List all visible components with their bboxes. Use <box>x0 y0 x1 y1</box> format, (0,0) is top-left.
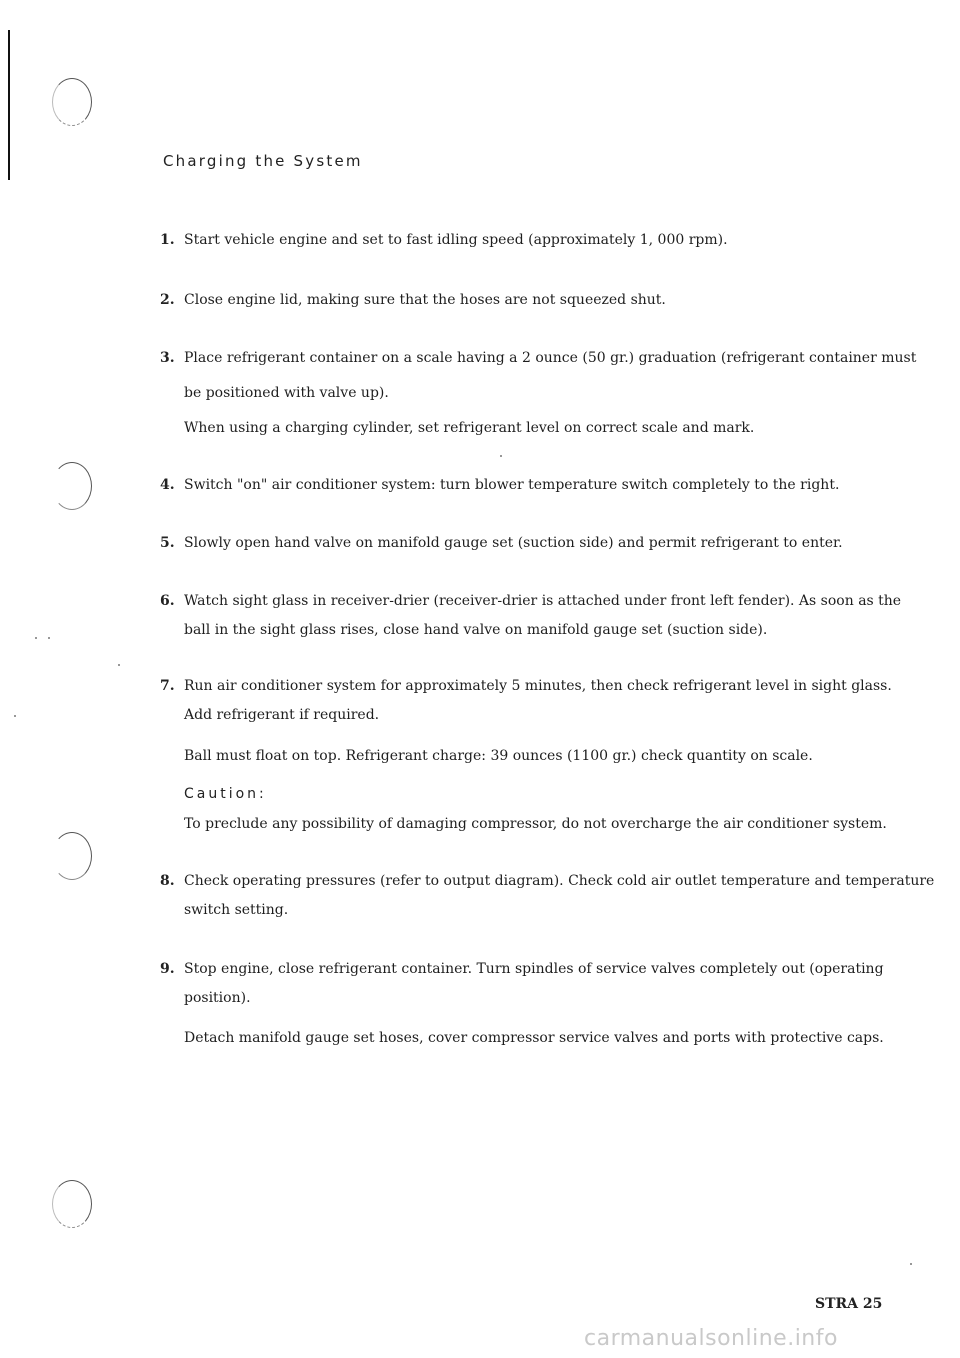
step-text: Detach manifold gauge set hoses, cover compressor service valves and ports with protective caps. <box>184 1030 884 1046</box>
scan-speck <box>910 1263 912 1265</box>
binding-line <box>8 30 10 180</box>
scan-speck <box>35 637 37 639</box>
caution-label: Caution: <box>184 786 267 802</box>
step-text: Run air conditioner system for approximately 5 minutes, then check refrigerant level in sight glass. <box>184 678 892 694</box>
page-title: Charging the System <box>163 152 363 170</box>
scan-speck <box>118 664 120 666</box>
step-text: Close engine lid, making sure that the hoses are not squeezed shut. <box>184 292 666 308</box>
step-number: 1. <box>160 232 175 248</box>
scan-speck <box>500 455 502 457</box>
scan-speck <box>48 637 50 639</box>
step-text: Watch sight glass in receiver-drier (receiver-drier is attached under front left fender). As soon as the <box>184 593 902 609</box>
watermark: carmanualsonline.info <box>584 1326 838 1351</box>
step-number: 4. <box>160 477 175 493</box>
step-number: 5. <box>160 535 175 551</box>
step-text: ball in the sight glass rises, close hand valve on manifold gauge set (suction side). <box>184 622 768 638</box>
page-number: STRA 25 <box>815 1296 883 1312</box>
step-text: Check operating pressures (refer to output diagram). Check cold air outlet temperature and temperature <box>184 873 935 889</box>
step-number: 3. <box>160 350 175 366</box>
step-number: 9. <box>160 961 175 977</box>
step-text: Switch "on" air conditioner system: turn blower temperature switch completely to the right. <box>184 477 840 493</box>
punch-hole-icon <box>52 832 92 880</box>
scan-speck <box>14 715 16 717</box>
step-number: 2. <box>160 292 175 308</box>
step-number: 8. <box>160 873 175 889</box>
step-number: 7. <box>160 678 175 694</box>
punch-hole-icon <box>52 1180 92 1228</box>
step-text: be positioned with valve up). <box>184 385 389 401</box>
step-text: Start vehicle engine and set to fast idling speed (approximately 1, 000 rpm). <box>184 232 728 248</box>
punch-hole-icon <box>52 462 92 510</box>
step-text: Slowly open hand valve on manifold gauge set (suction side) and permit refrigerant to enter. <box>184 535 843 551</box>
step-text: Add refrigerant if required. <box>184 707 380 723</box>
step-number: 6. <box>160 593 175 609</box>
step-text: switch setting. <box>184 902 289 918</box>
step-text: Ball must float on top. Refrigerant charge: 39 ounces (1100 gr.) check quantity on scale. <box>184 748 813 764</box>
caution-text: To preclude any possibility of damaging compressor, do not overcharge the air conditioner system. <box>184 816 887 832</box>
step-text: Stop engine, close refrigerant container. Turn spindles of service valves completely out (operating <box>184 961 884 977</box>
step-text: When using a charging cylinder, set refrigerant level on correct scale and mark. <box>184 420 755 436</box>
punch-hole-icon <box>52 78 92 126</box>
step-text: Place refrigerant container on a scale having a 2 ounce (50 gr.) graduation (refrigerant container must <box>184 350 917 366</box>
step-text: position). <box>184 990 251 1006</box>
